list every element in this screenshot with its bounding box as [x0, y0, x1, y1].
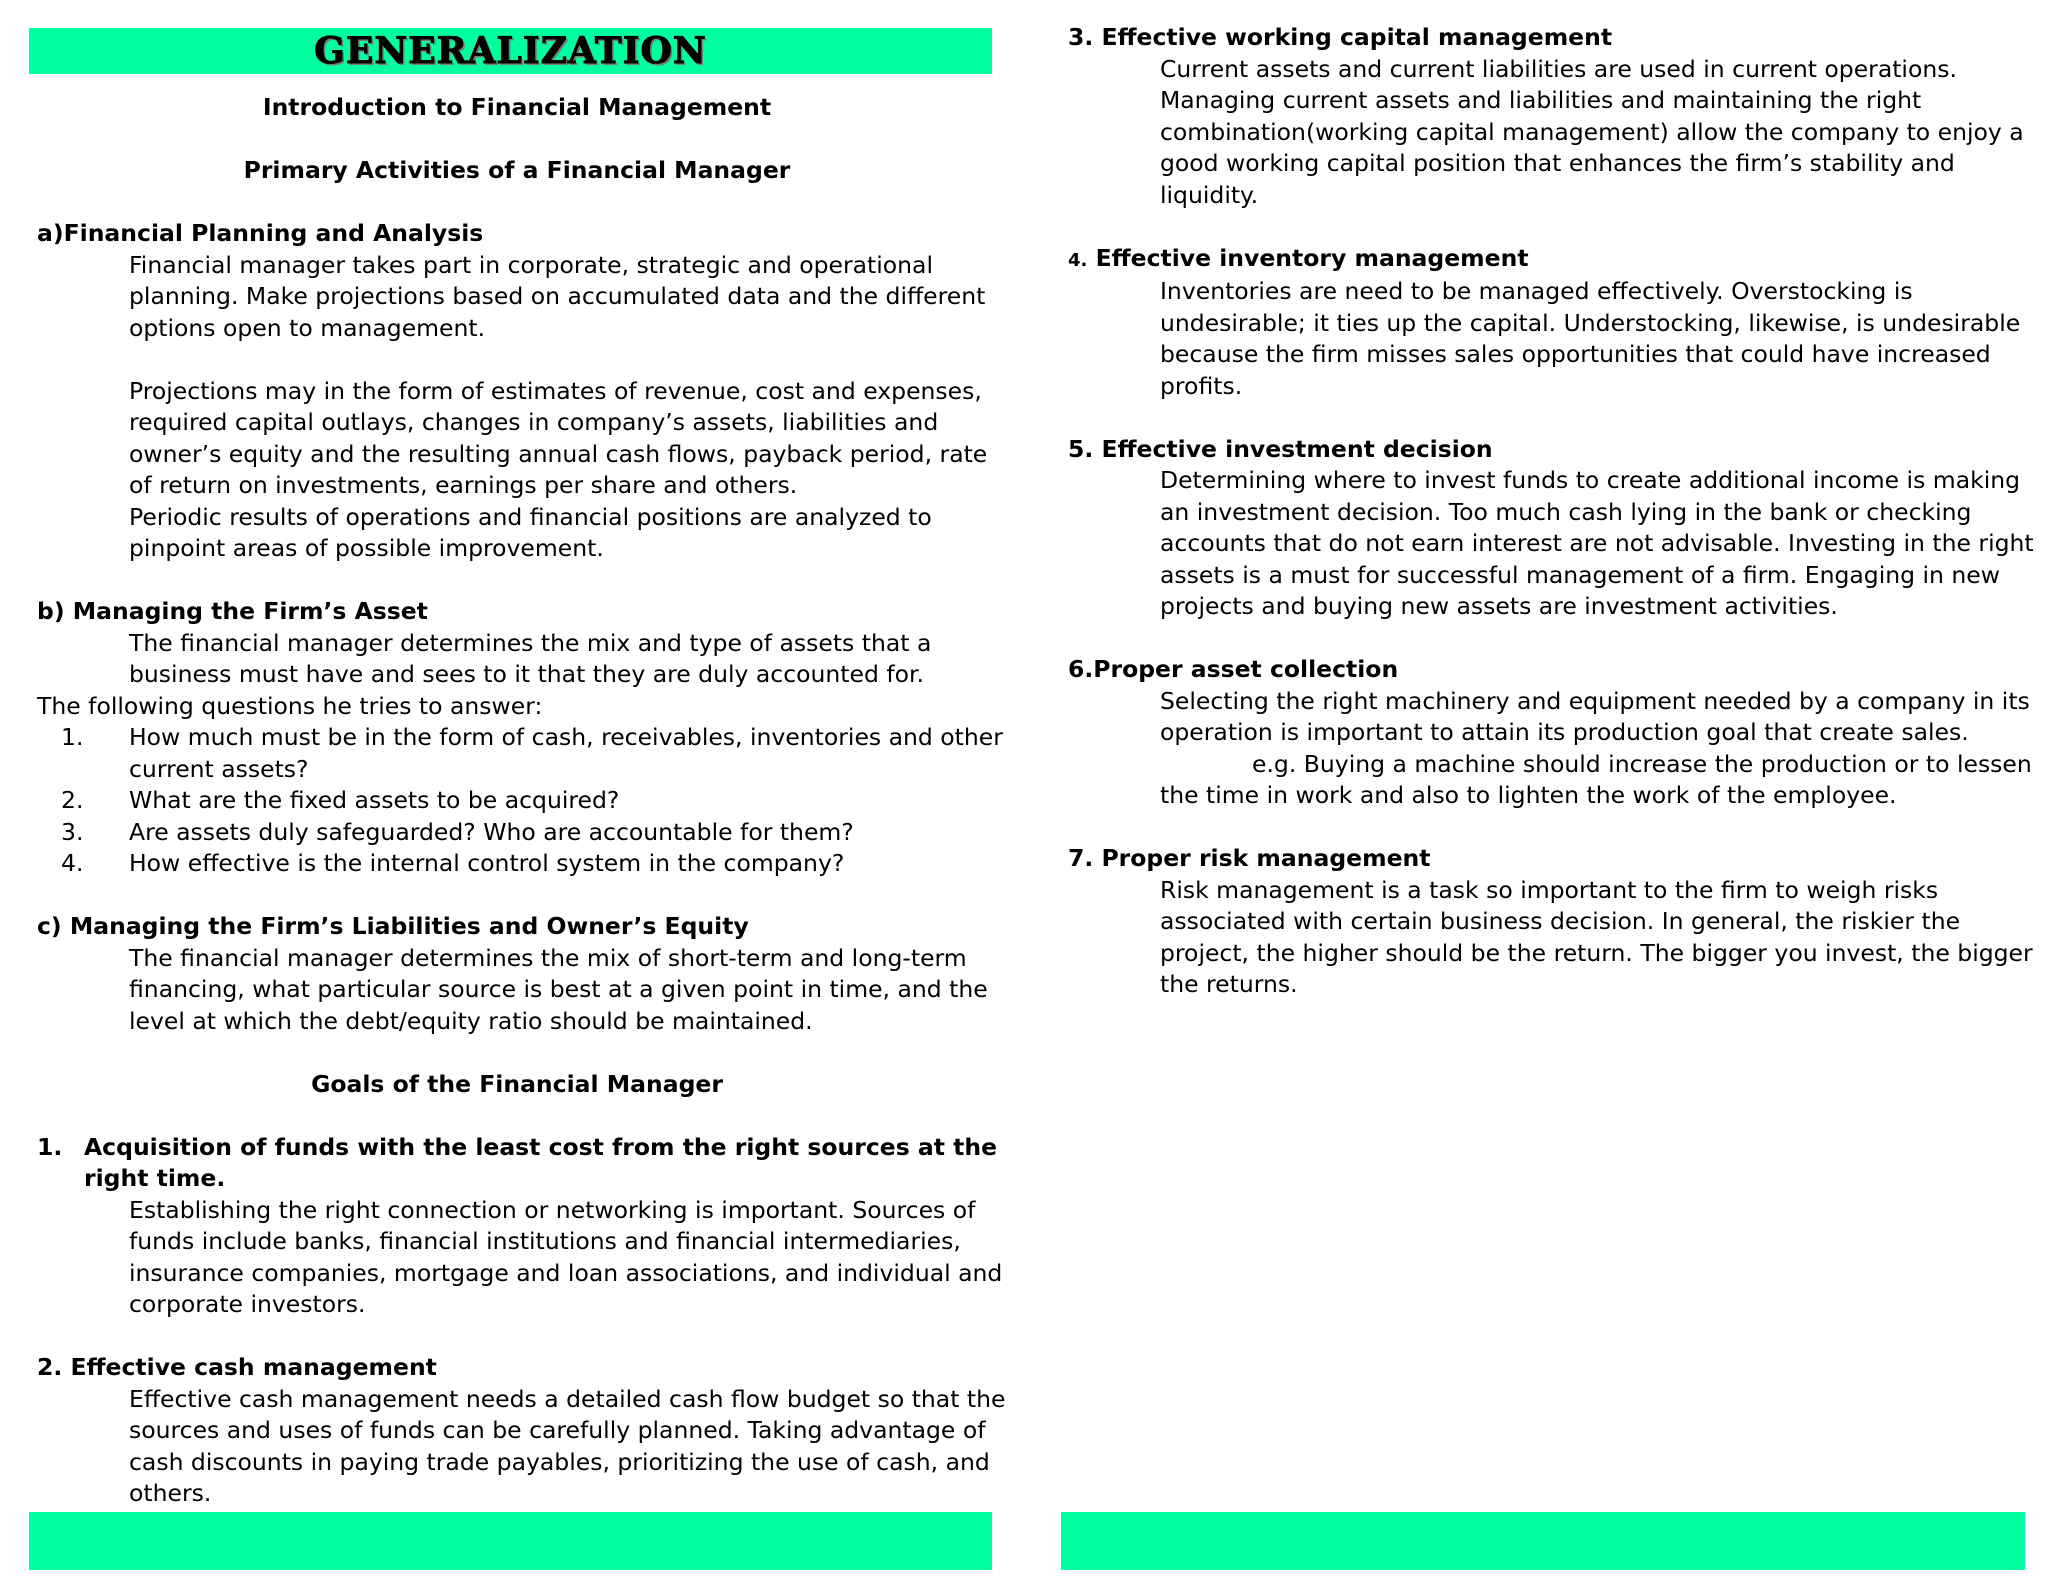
goal-6-paragraph	[1160, 686, 2048, 812]
text-line: corporate investors.	[129, 1290, 366, 1318]
text-line: The financial manager determines the mix and type of assets that a	[129, 628, 932, 657]
goal-7-heading: 7. Proper risk management	[1068, 844, 1431, 872]
left-footer-band	[29, 1512, 992, 1570]
text-line: cash discounts in paying trade payables, prioritizing the use of cash, and	[129, 1447, 990, 1476]
text-line: liquidity.	[1160, 180, 1259, 209]
list-item	[37, 848, 1027, 880]
text-line: What are the fixed assets to be acquired?	[129, 786, 620, 814]
text-line: Managing current assets and liabilities and maintaining the right	[1160, 86, 1922, 114]
text-line: Risk management is a task so important to the firm to weigh risks	[1160, 875, 1939, 904]
list-item	[37, 785, 1027, 817]
goal-2-heading: 2. Effective cash management	[37, 1353, 437, 1381]
text-line: Projections may in the form of estimates of revenue, cost and expenses,	[129, 376, 982, 405]
text-line: financing, what particular source is best at a given point in time, and the	[129, 975, 988, 1003]
text-line: because the firm misses sales opportunities that could have increased	[1160, 340, 1991, 368]
text-line: the returns.	[1160, 970, 1298, 998]
text-line: associated with certain business decision. In general, the riskier the	[1160, 907, 1961, 935]
text-line: of return on investments, earnings per share and others.	[129, 471, 798, 499]
text-line: pinpoint areas of possible improvement.	[129, 534, 604, 562]
text-line: the time in work and also to lighten the work of the employee.	[1160, 781, 1897, 809]
goal-1	[37, 1132, 1027, 1321]
text-line: profits.	[1160, 371, 1243, 400]
list-number: 1.	[61, 723, 84, 751]
section-c	[37, 911, 1027, 1037]
goal-6	[1068, 654, 2048, 812]
text-line: an investment decision. Too much cash lying in the bank or checking	[1160, 497, 1972, 526]
text-line: How much must be in the form of cash, receivables, inventories and other	[129, 723, 1003, 751]
left-page	[27, 0, 1017, 1582]
text-line: owner’s equity and the resulting annual cash flows, payback period, rate	[129, 439, 988, 468]
text-line: Inventories are need to be managed effectively. Overstocking is	[1160, 277, 1913, 305]
questions-intro: The following questions he tries to answer:	[37, 691, 543, 720]
goal-5-paragraph	[1160, 465, 2048, 623]
section-a-paragraph-1	[129, 250, 1027, 345]
text-line: Periodic results of operations and financial positions are analyzed to	[129, 502, 932, 531]
text-line: project, the higher should be the return. The bigger you invest, the bigger	[1160, 938, 2033, 967]
goal-3-paragraph	[1160, 54, 2048, 212]
text-line: Acquisition of funds with the least cost from the right sources at the	[84, 1132, 998, 1161]
text-line: options open to management.	[129, 313, 486, 342]
goal-1-paragraph	[129, 1195, 1027, 1321]
text-line: level at which the debt/equity ratio should be maintained.	[129, 1006, 813, 1035]
goal-3-heading: 3. Effective working capital management	[1068, 23, 1613, 51]
text-line: Selecting the right machinery and equipment needed by a company in its	[1160, 686, 2030, 715]
text-line: Current assets and current liabilities are used in current operations.	[1160, 54, 1957, 83]
right-footer-band	[1061, 1512, 2025, 1570]
goal-1-heading	[37, 1132, 1027, 1195]
left-column	[37, 92, 1027, 1510]
goal-4-paragraph	[1160, 276, 2048, 402]
text-line: Financial manager takes part in corporate, strategic and operational	[129, 250, 933, 279]
text-line: Are assets duly safeguarded? Who are accountable for them?	[129, 817, 854, 846]
intro-heading: Introduction to Financial Management	[262, 93, 772, 121]
title-banner	[29, 28, 992, 74]
text-line: good working capital position that enhances the firm’s stability and	[1160, 149, 1955, 177]
section-c-paragraph	[129, 943, 1027, 1038]
goal-2-paragraph	[129, 1384, 1027, 1510]
text-line: assets is a must for successful management of a firm. Engaging in new	[1160, 560, 2000, 589]
goal-4-heading	[1068, 243, 2048, 277]
section-b-heading: b) Managing the Firm’s Asset	[37, 597, 428, 625]
text-line: operation is important to attain its production goal that create sales.	[1160, 718, 1969, 746]
section-a	[37, 218, 1027, 565]
text-line: How effective is the internal control system in the company?	[129, 849, 845, 877]
section-a-paragraph-2	[129, 376, 1027, 565]
text-line: projects and buying new assets are investment activities.	[1160, 592, 1838, 620]
text-line: funds include banks, financial institutions and financial intermediaries,	[129, 1227, 961, 1255]
page-title: GENERALIZATION	[314, 30, 707, 72]
text-line: Establishing the right connection or networking is important. Sources of	[129, 1195, 976, 1224]
text-line: sources and uses of funds can be carefully planned. Taking advantage of	[129, 1416, 986, 1444]
text-line: accounts that do not earn interest are not advisable. Investing in the right	[1160, 529, 2034, 557]
section-b	[37, 596, 1027, 880]
text-line: insurance companies, mortgage and loan associations, and individual and	[129, 1258, 1003, 1287]
activities-heading: Primary Activities of a Financial Manager	[243, 156, 791, 184]
section-c-heading: c) Managing the Firm’s Liabilities and Owner’s Equity	[37, 912, 749, 940]
questions-list	[37, 722, 1027, 880]
text-line: Effective cash management needs a detailed cash flow budget so that the	[129, 1384, 1006, 1413]
list-item	[37, 722, 1027, 785]
text-line: required capital outlays, changes in company’s assets, liabilities and	[129, 408, 939, 436]
goal-title: Effective inventory management	[1095, 243, 1529, 272]
right-column	[1068, 22, 2048, 1001]
text-line: undesirable; it ties up the capital. Understocking, likewise, is undesirable	[1160, 308, 2021, 337]
example-line: e.g. Buying a machine should increase the production or to lessen	[1252, 749, 2032, 778]
goals-heading: Goals of the Financial Manager	[311, 1069, 723, 1098]
goal-3	[1068, 22, 2048, 211]
text-line: right time.	[84, 1164, 226, 1192]
list-number: 4.	[61, 849, 84, 877]
text-line: business must have and sees to it that they are duly accounted for.	[129, 660, 924, 688]
goal-6-heading: 6.Proper asset collection	[1068, 655, 1399, 683]
goal-number: 1.	[37, 1132, 63, 1161]
right-page	[1058, 0, 2048, 1582]
goal-7-paragraph	[1160, 875, 2048, 1001]
section-b-paragraph	[129, 628, 1027, 691]
text-line: current assets?	[129, 754, 309, 783]
text-line: others.	[129, 1479, 212, 1507]
text-line: Determining where to invest funds to create additional income is making	[1160, 466, 2021, 494]
list-number: 3.	[61, 817, 84, 846]
list-number: 2.	[61, 786, 84, 814]
goal-2	[37, 1352, 1027, 1510]
section-a-heading: a)Financial Planning and Analysis	[37, 219, 484, 247]
text-line: planning. Make projections based on accumulated data and the different	[129, 282, 986, 310]
goal-7	[1068, 843, 2048, 1001]
goal-4	[1068, 243, 2048, 403]
goal-5	[1068, 434, 2048, 623]
text-line: combination(working capital management) allow the company to enjoy a	[1160, 117, 2024, 146]
list-item	[37, 817, 1027, 849]
text-line: The financial manager determines the mix of short-term and long-term	[129, 943, 967, 972]
goal-5-heading: 5. Effective investment decision	[1068, 434, 1493, 463]
goal-number: 4.	[1068, 249, 1088, 271]
